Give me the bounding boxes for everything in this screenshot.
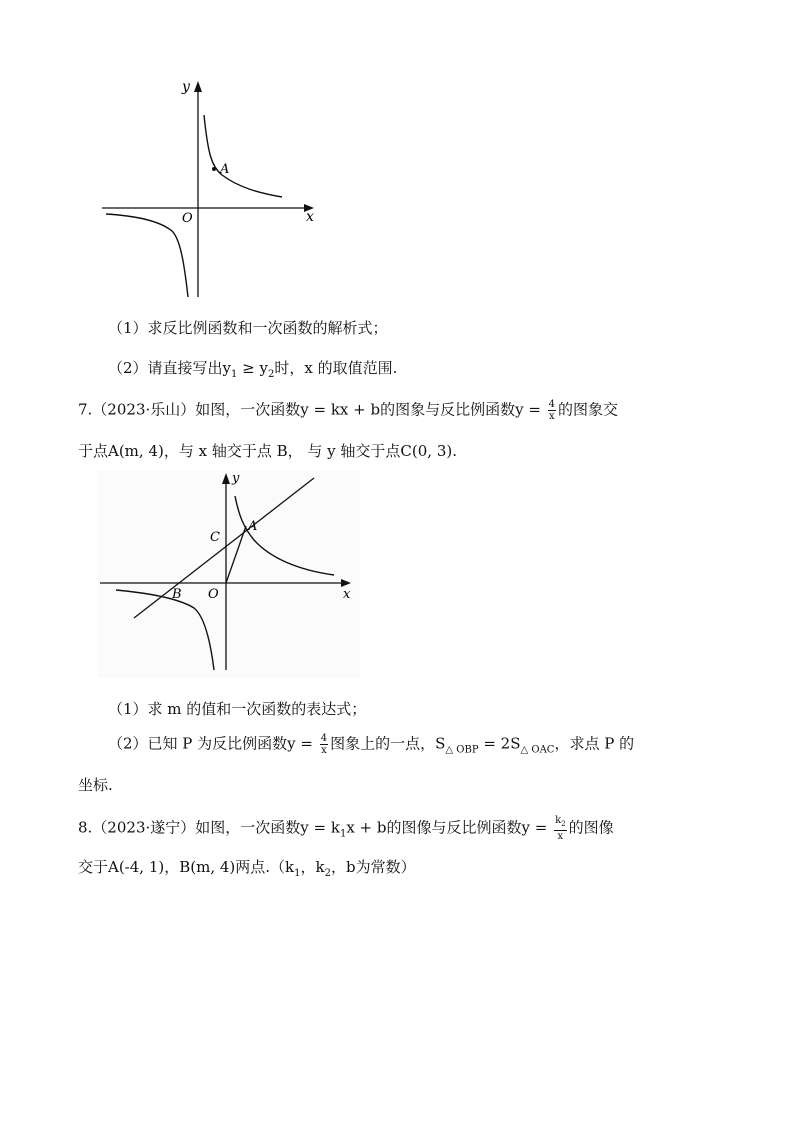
point-a-label: A [220, 162, 230, 177]
hyperbola-branch-1 [204, 115, 282, 197]
p7-statement-line-1: 7.（2023·乐山）如图，一次函数y = kx + b的图象与反比例函数y = $\frac{4}{x}$ 的图象交 [78, 399, 619, 422]
origin-label: O [208, 587, 219, 602]
p8-statement-line-1: 8.（2023·遂宁）如图，一次函数$y = k_1x + b$的图像与反比例函数y = $\frac{k_2}{x}$ 的图像 [78, 815, 614, 842]
point-a [212, 167, 216, 171]
point-b-label: B [172, 587, 182, 602]
p6-question-1: （1）求反比例函数和一次函数的解析式； [108, 319, 388, 337]
y-axis-arrow [194, 81, 202, 92]
point-c-label: C [210, 530, 220, 545]
p7-question-2-line-2: 坐标. [78, 776, 113, 794]
fraction-4-over-x: $\frac{4}{x}$ [320, 733, 328, 756]
x-axis-label: x [343, 587, 351, 602]
figure-hyperbola-1 [98, 75, 338, 305]
p6-question-2: （2）请直接写出$y_1 \ge y_2$时，x 的取值范围. [108, 359, 398, 380]
hyperbola-branch-3 [106, 214, 188, 297]
y-axis-label: y [232, 471, 240, 486]
p7-question-2: （2）已知 P 为反比例函数y = $\frac{4}{x}$ 图象上的一点，$S_{\triangle OBP} = 2S_{\triangle OAC}$，求点 P 的 [108, 733, 635, 756]
figure-line-hyperbola [98, 470, 360, 678]
point-a-label: A [248, 519, 258, 534]
origin-label: O [182, 211, 193, 226]
fraction-k2-over-x: $\frac{k_2}{x}$ [555, 815, 566, 842]
p7-statement-line-2: 于点A(m, 4)，与 x 轴交于点 B， 与 y 轴交于点C(0, 3). [78, 442, 457, 460]
y-axis-label: y [182, 79, 190, 95]
p7-question-1: （1）求 m 的值和一次函数的表达式； [108, 700, 367, 718]
x-axis-label: x [306, 209, 314, 225]
fraction-4-over-x: $\frac{4}{x}$ [548, 399, 556, 422]
p8-statement-line-2: 交于A(-4, 1)，B(m, 4)两点$.(k_1$，$k_2$，b为常数） [78, 858, 416, 879]
